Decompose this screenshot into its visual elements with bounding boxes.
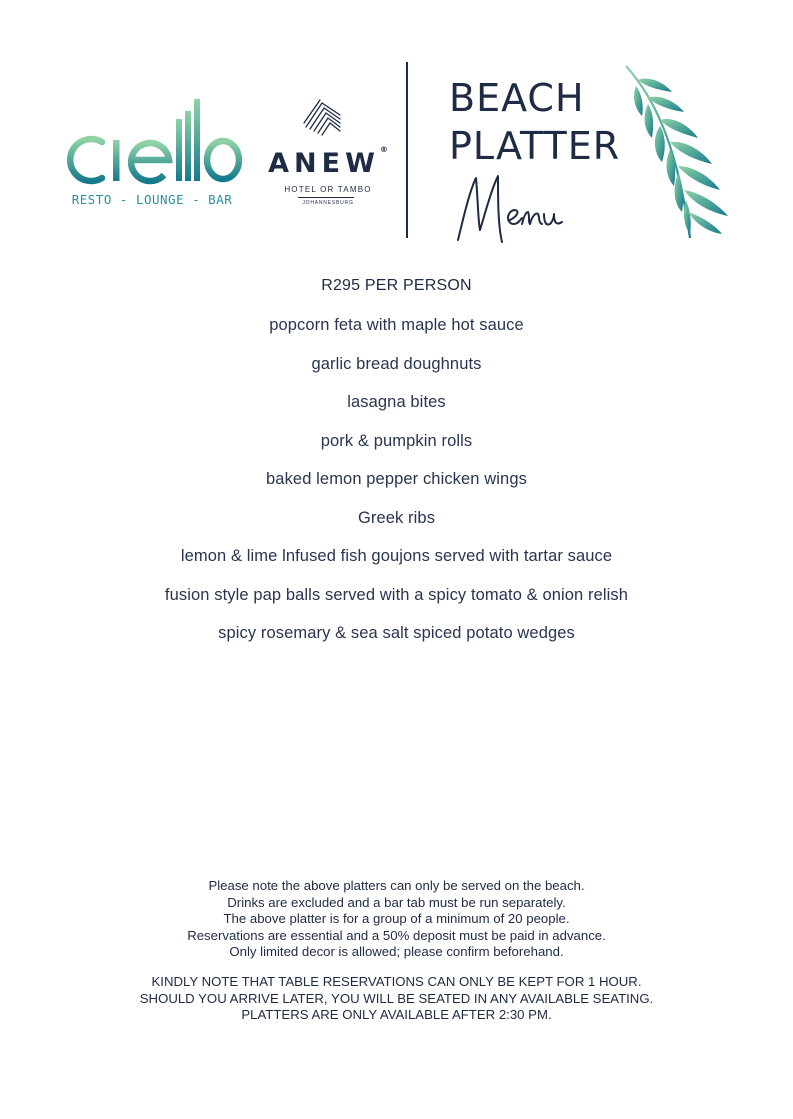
note-line: Drinks are excluded and a bar tab must be run separately.: [227, 894, 566, 910]
page-title-line-2: PLATTER: [449, 124, 621, 168]
reservation-notice: [0, 974, 793, 1024]
page-title-line-1: BEACH: [449, 76, 585, 120]
note-line: Please note the above platters can only be served on the beach.: [208, 878, 585, 893]
header-divider: [406, 62, 408, 238]
menu-item: fusion style pap balls served with a spicy tomato & onion relish: [164, 585, 629, 604]
menu-item: Greek ribs: [357, 508, 436, 527]
notice-line: SHOULD YOU ARRIVE LATER, YOU WILL BE SEATED IN ANY AVAILABLE SEATING.: [139, 990, 654, 1006]
menu-item: baked lemon pepper chicken wings: [266, 470, 527, 488]
menu-item: lemon & lime lnfused fish goujons served with tartar sauce: [180, 547, 613, 565]
anew-hotel-name: HOTEL OR TAMBO: [284, 185, 372, 194]
anew-emblem-icon: [300, 97, 350, 137]
menu-script-title: [454, 170, 574, 245]
menu-items-list: [0, 314, 793, 661]
menu-item: spicy rosemary & sea salt spiced potato wedges: [218, 624, 575, 642]
anew-city: JOHANNESBURG: [302, 200, 354, 206]
menu-item: popcorn feta with maple hot sauce: [269, 316, 524, 334]
anew-registered-mark: ®: [379, 145, 388, 154]
menu-script-text: Menu: [454, 170, 457, 171]
menu-item: garlic bread doughnuts: [311, 354, 482, 373]
terms-notes: [0, 878, 793, 961]
palm-leaf-icon: [618, 62, 738, 242]
note-line: Reservations are essential and a 50% deposit must be paid in advance.: [187, 927, 606, 943]
anew-name: ANEW: [268, 148, 380, 179]
notice-line: PLATTERS ARE ONLY AVAILABLE AFTER 2:30 PM.: [241, 1007, 552, 1023]
note-line: The above platter is for a group of a minimum of 20 people.: [223, 911, 570, 927]
ciello-logo-wordmark: ciello: [60, 95, 63, 96]
menu-item: pork & pumpkin rolls: [320, 431, 473, 450]
price-per-person: R295 PER PERSON: [321, 277, 472, 294]
notice-line: KINDLY NOTE THAT TABLE RESERVATIONS CAN ONLY BE KEPT FOR 1 HOUR.: [151, 974, 642, 989]
note-line: Only limited decor is allowed; please confirm beforehand.: [229, 944, 564, 960]
menu-item: lasagna bites: [347, 393, 446, 411]
anew-wordmark: [262, 145, 394, 179]
ciello-tagline: RESTO - LOUNGE - BAR: [71, 192, 233, 207]
anew-rule: [298, 197, 354, 198]
